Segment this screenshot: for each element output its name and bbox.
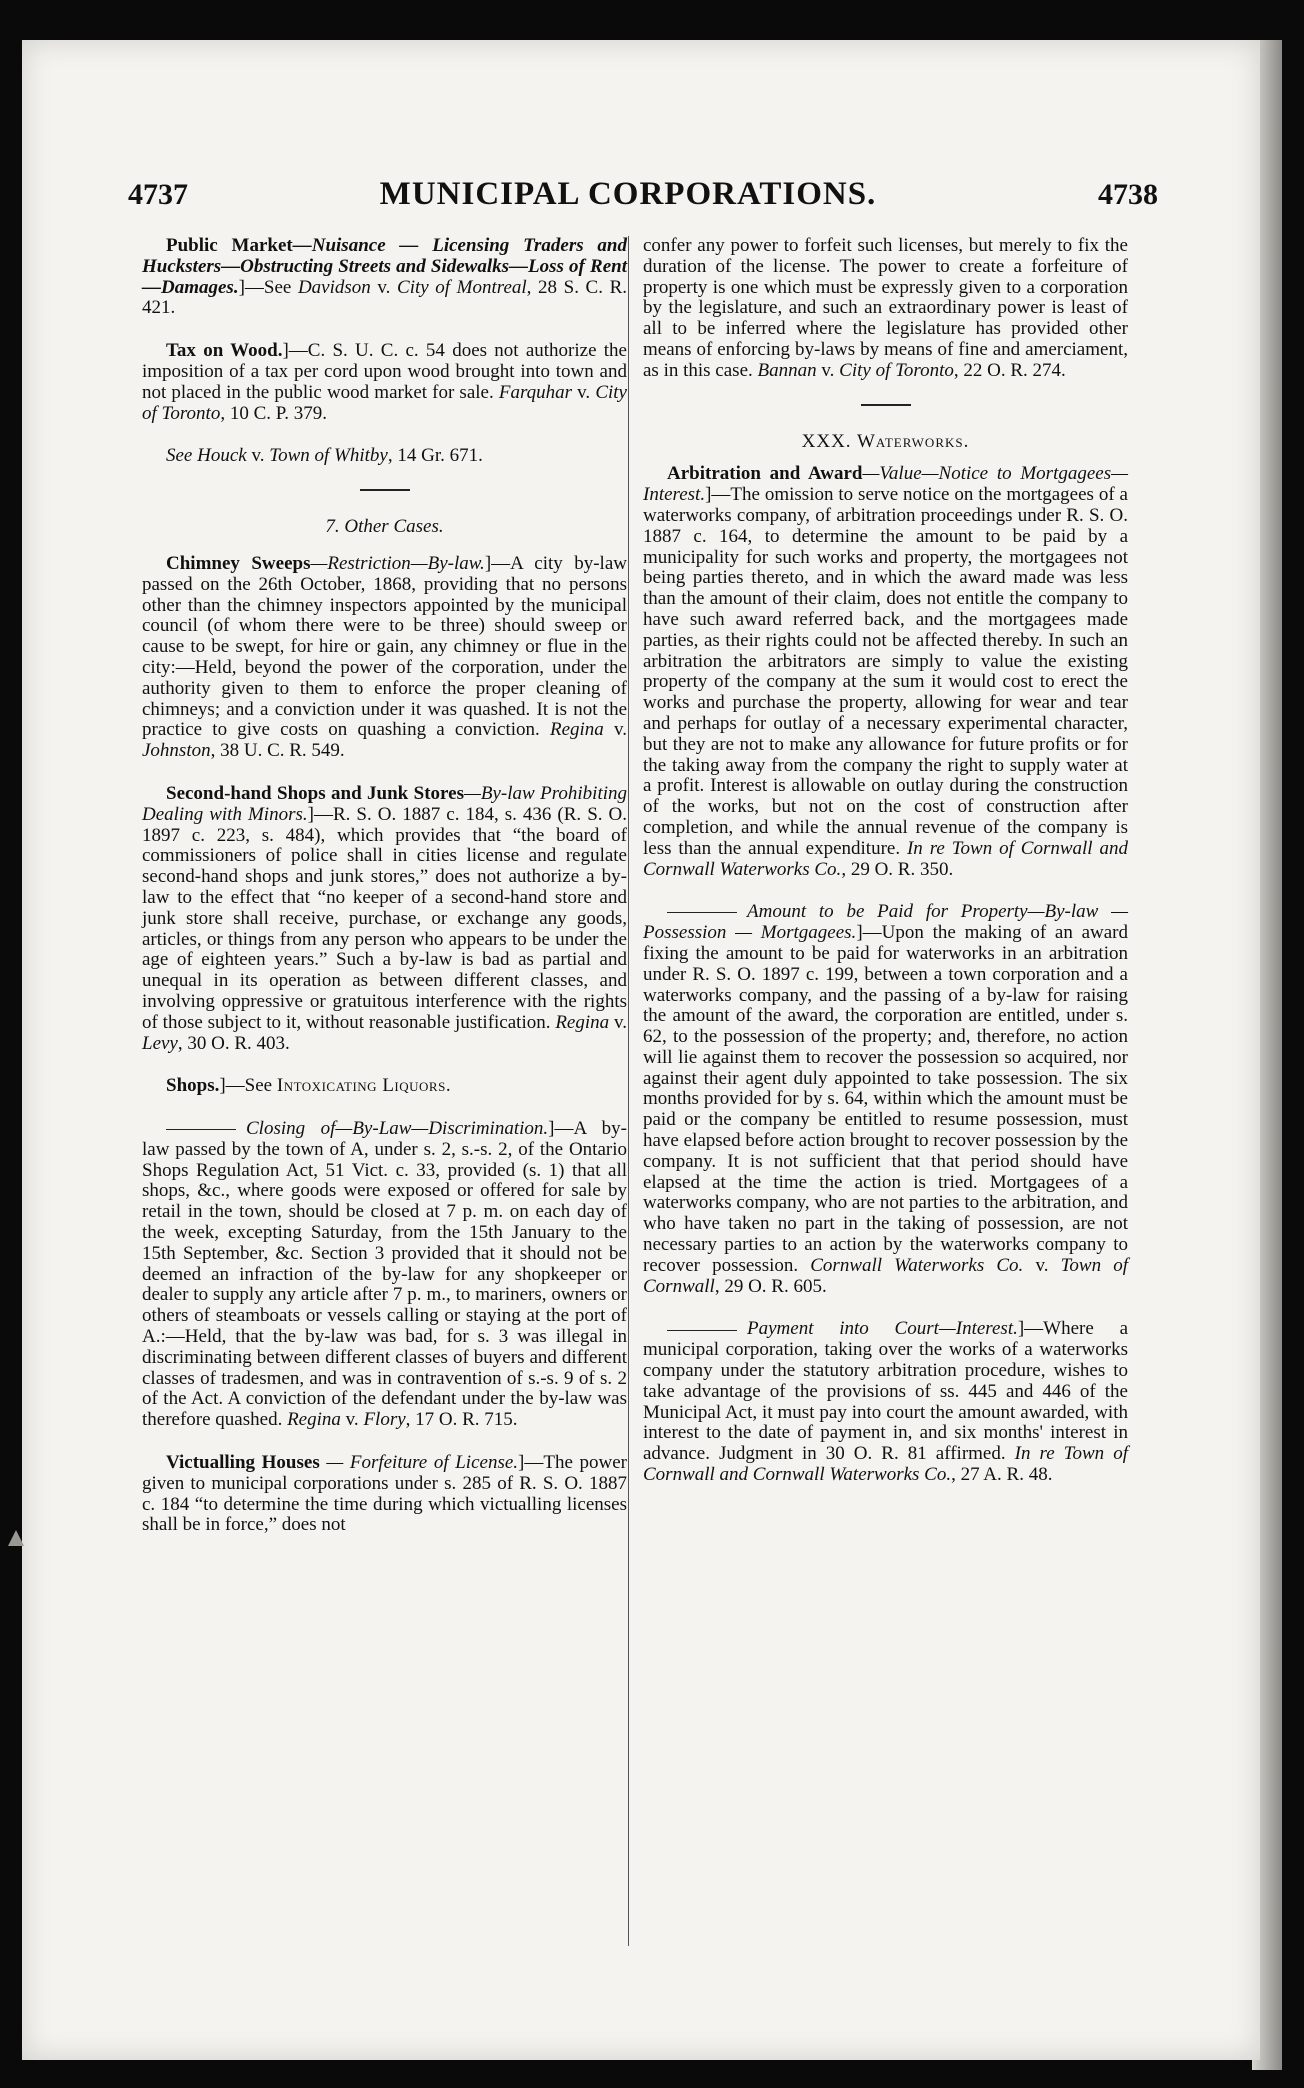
citation: , 17 O. R. 715. — [405, 1409, 518, 1431]
entry-body: ]—See — [219, 1075, 277, 1097]
case-party: City of Montreal — [397, 276, 527, 298]
page-number-left: 4737 — [128, 178, 188, 211]
case-name: Cornwall Waterworks Co. — [810, 1254, 1024, 1276]
citation: , 28 S. C. R. 421. — [142, 276, 627, 319]
versus: v. — [609, 1011, 627, 1033]
entry-body: ]—C. S. U. C. c. 54 does not authorize the imposition of a tax per cord upon wood brought into town and not placed in the public wood market for sale. — [142, 340, 627, 403]
see-prefix: See — [166, 445, 198, 467]
citation: , 22 O. R. 274. — [953, 359, 1066, 381]
versus: v. — [370, 276, 398, 298]
subject-line: Amount to be Paid for Property—By-law — Possession — Mortgagees. — [643, 901, 1128, 944]
entry-public-market — [142, 236, 627, 319]
citation: , 29 O. R. 350. — [841, 858, 954, 880]
entry-payment-into-court — [643, 1319, 1128, 1485]
case-party: Town of Cornwall — [643, 1254, 1128, 1297]
case-party: City of Toronto — [142, 381, 627, 424]
page-title: MUNICIPAL CORPORATIONS. — [379, 176, 877, 212]
section-rule — [360, 489, 410, 491]
headword: Tax on Wood. — [166, 340, 283, 362]
case-name: Houck — [197, 445, 247, 467]
subject-line: —Nuisance — Licensing Traders and Hucksters—Obstructing Streets and Sidewalks—Loss of Rent—Damages. — [142, 235, 627, 298]
citation: , 14 Gr. 671. — [387, 445, 483, 467]
versus: v. — [572, 381, 596, 403]
section-heading: XXX. Waterworks. — [801, 430, 970, 452]
entry-body: ]—A city by-law passed on the 26th October, 1868, providing that no persons other than the chimney inspectors appointed by the municipal council (of whom there were to be three) should sweep or cause to be swept, for hire or gain, any chimney or flue in the city:—Held, beyond the power of the corporation, under the authority given to them to enforce the proper cleaning of chimneys; and a conviction under it was quashed. It is not the practice to give costs on quashing a conviction. — [142, 552, 627, 741]
citation: , 29 O. R. 605. — [714, 1275, 827, 1297]
entry-body: ]—A by-law passed by the town of A, under s. 2, s.-s. 2, of the Ontario Shops Regulation Act, 51 Vict. c. 33, provided (s. 1) that all shops, &c., where goods were exposed or offered for sale by retail in the town, should be closed at 7 p. m. on each day of the week, excepting Saturday, from the 15th January to the 15th September, &c. Section 3 provided that it should not be deemed an infraction of the by-law for any shopkeeper or dealer to supply any article after 7 p. m., to mariners, owners or others of steamboats or vessels calling or staying at the port of A.:—Held, that the by-law was bad, for s. 3 was illegal in discriminating between different classes of buyers and different classes of tradesmen, and was in contravention of s.-s. 9 of s. 2 of the Act. A conviction of the defendant under the by-law was therefore quashed. — [142, 1118, 627, 1431]
entry-tax-on-wood — [142, 341, 627, 424]
citation: , 38 U. C. R. 549. — [210, 740, 345, 762]
headword: Public Market — [166, 235, 293, 256]
versus: v. — [1023, 1254, 1061, 1276]
versus: v. — [246, 445, 270, 467]
versus: v. — [603, 719, 627, 741]
entry-continuation — [643, 236, 1128, 382]
case-name: Farquhar — [498, 381, 573, 403]
case-party: Town of Whitby — [269, 445, 388, 467]
case-party: Levy — [142, 1032, 178, 1054]
entry-see-houck — [142, 446, 627, 467]
case-name: Davidson — [297, 276, 371, 298]
citation: , 30 O. R. 403. — [177, 1032, 290, 1054]
headword: Arbitration and Award — [667, 463, 863, 485]
case-name: Regina — [287, 1409, 341, 1431]
case-party: Flory — [363, 1409, 406, 1431]
entry-body: ]—The omission to serve notice on the mortgagees of a waterworks company, of arbitration proceedings under R. S. O. 1887 c. 164, to determine the amount to be paid by a municipality for such works and property, the mortgagees not being parties thereto, and in which the award made was less than the amount of their claim, does not entitle the company to have such award referred back, and the mortgagees made parties, as their rights could not be affected thereby. In such an arbitration the arbitrators are simply to value the existing property of the company at the sum it would cost to erect the works and purchase the property, allowing for wear and tear and perhaps for outlay of a necessary experimental character, but they are not to make any allowance for future profits or for the taking away from the company the right to supply water at a profit. Interest is allowable on outlay during the construction of the works, but not on the cost of construction after completion, and while the annual revenue of the company is less than the annual expenditure. — [643, 484, 1128, 859]
entry-body: ]—R. S. O. 1887 c. 184, s. 436 (R. S. O. 1897 c. 223, s. 484), which provides that “the board of commissioners of police shall in cities license and regulate second-hand shops and junk stores,” does not authorize a by-law to the effect that “no keeper of a second-hand store and junk store shall receive, purchase, or exchange any goods, articles, or things from any person who appears to be under the age of eighteen years.” Such a by-law is bad as partial and unequal in its operation as between different classes, and involving oppressive or gratuitous interference with the rights of those subject to it, without reasonable justification. — [142, 803, 628, 1033]
citation: , 27 A. R. 48. — [951, 1464, 1053, 1486]
entry-shops — [142, 1076, 627, 1097]
ditto-dash — [667, 912, 737, 913]
case-name: Regina — [549, 719, 604, 741]
page-number-right: 4738 — [1098, 178, 1158, 211]
subject-line: Closing of—By-Law—Discrimination. — [246, 1118, 549, 1140]
versus: v. — [816, 359, 840, 381]
ditto-dash — [667, 1330, 737, 1331]
entry-body: ]—Where a municipal corporation, taking over the works of a waterworks company under the statutory arbitration procedure, wishes to take advantage of the provisions of ss. 445 and 446 of the Municipal Act, it must pay into court the amount awarded, with interest to the date of payment in, and six months' interest in advance. Judgment in 30 O. R. 81 affirmed. — [643, 1318, 1128, 1465]
entry-body: ]—Upon the making of an award fixing the amount to be paid for waterworks in an arbitration under R. S. O. 1897 c. 199, between a town corporation and a waterworks company, and the passing of a by-law for raising the amount of the award, the corporation are entitled, under s. 62, to the possession of the property; and, therefore, no action will lie against them to recover the possession so acquired, nor against their agent duly appointed to take possession. The six months provided for by s. 64, within which the amount must be paid or the company be entitled to resume possession, must have elapsed before action brought to recover possession by the company. It is not sufficient that that period should have elapsed at the time the action is tried. Mortgagees of a waterworks company, who are not parties to the arbitration, and who have taken no part in the taking of possession, are not necessary parties to an action by the waterworks company to recover possession. — [643, 922, 1128, 1276]
headword: Chimney Sweeps — [166, 552, 311, 574]
case-name: Bannan — [757, 359, 817, 381]
subject-line: —By-law Prohibiting Dealing with Minors. — [142, 782, 627, 825]
running-head — [108, 174, 1158, 222]
versus: v. — [340, 1409, 364, 1431]
case-name: Regina — [555, 1011, 610, 1033]
subject-line: —Value—Notice to Mortgagees—Interest. — [643, 463, 1128, 506]
entry-second-hand-shops — [142, 784, 627, 1054]
headword: Second-hand Shops and Junk Stores — [166, 782, 464, 804]
headword: Victualling Houses — [166, 1452, 320, 1474]
subject-line: —Restriction—By-law. — [310, 552, 485, 574]
case-party: Johnston — [142, 740, 211, 762]
case-name: In re Town of Cornwall and Cornwall Waterworks Co. — [643, 1443, 1128, 1486]
entry-arbitration-award — [643, 464, 1128, 880]
subsection-heading: 7. Other Cases. — [325, 516, 444, 538]
entry-chimney-sweeps — [142, 554, 627, 762]
entry-body: ]—See — [238, 276, 298, 298]
column-divider — [628, 236, 629, 1946]
entry-body: confer any power to forfeit such licenses, but merely to fix the duration of the license. The power to create a forfeiture of property is one which must be expressly given to a corporation by the legislature, and such an extraordinary power is least of all to be inferred where the legislature has provided other means of enforcing by-laws by means of fine and amerciament, as in this case. — [643, 235, 1128, 381]
case-name: In re Town of Cornwall and Cornwall Waterworks Co. — [643, 837, 1128, 880]
citation: , 10 C. P. 379. — [220, 402, 327, 424]
subject-line: — Forfeiture of License. — [319, 1452, 519, 1474]
headword: Shops. — [166, 1075, 220, 1097]
margin-arrow-icon — [8, 1530, 24, 1546]
subject-line: Payment into Court—Interest. — [747, 1318, 1018, 1340]
entry-closing — [142, 1119, 627, 1431]
entry-victualling-houses — [142, 1453, 627, 1536]
right-column — [643, 236, 1128, 1486]
section-rule — [861, 404, 911, 406]
cross-reference: Intoxicating Liquors. — [276, 1075, 452, 1097]
entry-body: ]—The power given to municipal corporations under s. 285 of R. S. O. 1887 c. 184 “to determine the time during which victualling licenses shall be in force,” does not — [142, 1452, 627, 1536]
left-column — [142, 236, 627, 1536]
entry-amount-to-be-paid — [643, 902, 1128, 1297]
case-party: City of Toronto — [839, 359, 954, 381]
ditto-dash — [166, 1129, 236, 1130]
